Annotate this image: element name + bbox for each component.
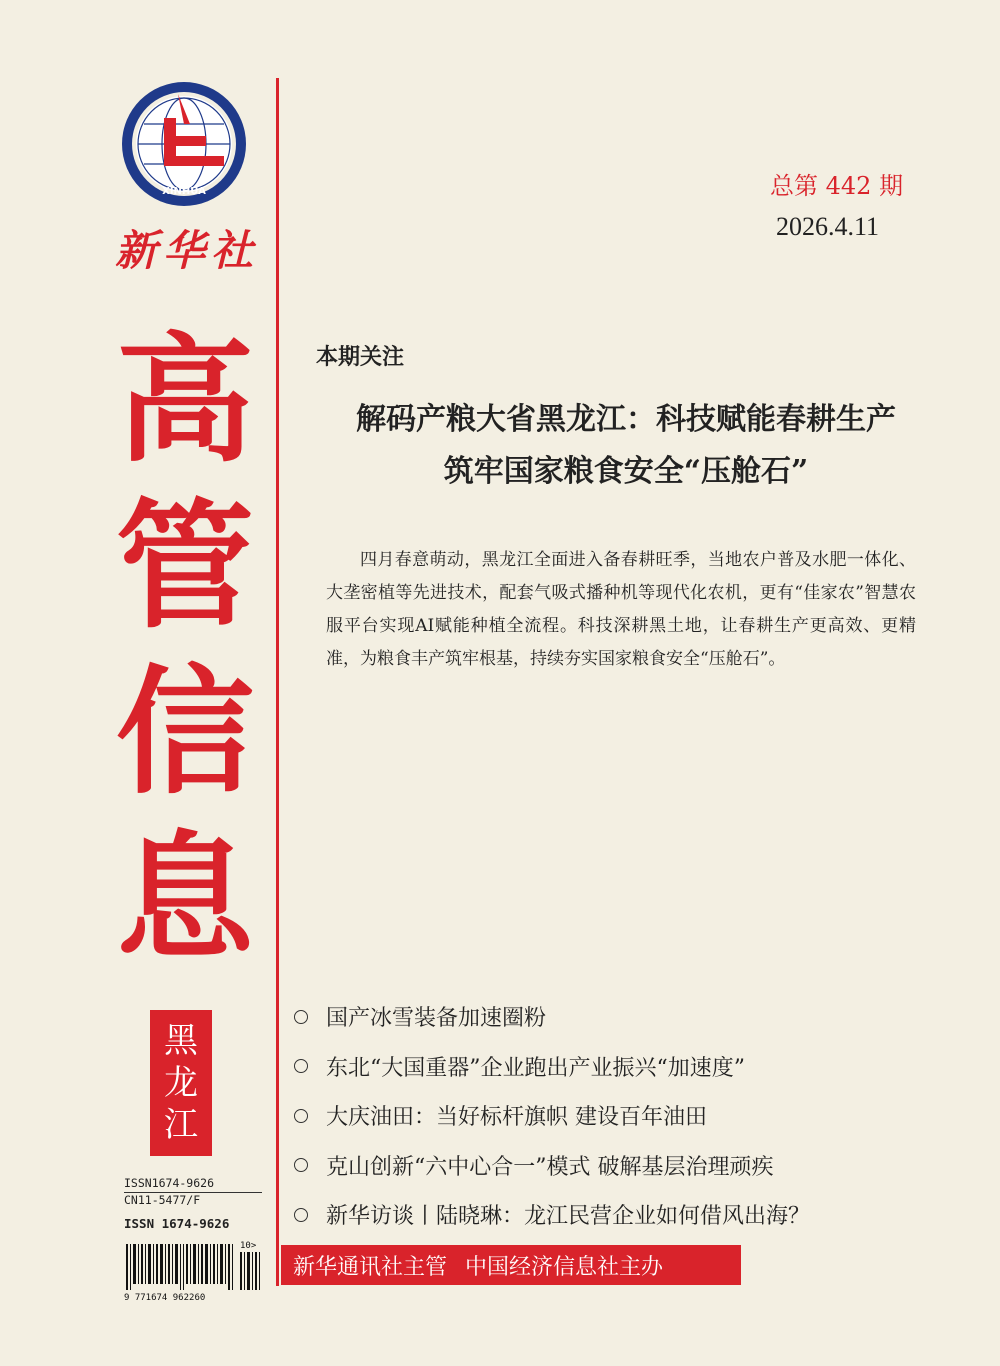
barcode-number: 9 771674 962260 xyxy=(124,1293,206,1302)
contents-item-text: 国产冰雪装备加速圈粉 xyxy=(326,1006,547,1032)
magazine-title xyxy=(110,318,260,982)
circle-bullet-icon xyxy=(294,1010,308,1024)
contents-item-text: 新华访谈丨陆晓琳：龙江民营企业如何借风出海？ xyxy=(326,1204,811,1230)
headline-line: 筑牢国家粮食安全“压舱石” xyxy=(443,454,809,489)
logo-text: XINHUA xyxy=(162,186,206,197)
contents-item-text: 东北“大国重器”企业跑出产业振兴“加速度” xyxy=(326,1055,745,1081)
region-char: 龙 xyxy=(164,1063,198,1103)
headline-line: 解码产粮大省黑龙江：科技赋能春耕生产 xyxy=(356,402,896,437)
supervisor-text: 新华通讯社主管 xyxy=(293,1254,448,1280)
vertical-divider xyxy=(276,78,279,1286)
contents-item-text: 克山创新“六中心合一”模式 破解基层治理顽疾 xyxy=(326,1154,774,1180)
contents-item xyxy=(294,1042,934,1092)
title-char: 息 xyxy=(115,818,254,979)
publisher-bar xyxy=(281,1245,741,1285)
issue-date: 2026.4.11 xyxy=(776,212,880,241)
cn-line: CN11-5477/F xyxy=(124,1193,201,1207)
circle-bullet-icon xyxy=(294,1059,308,1073)
cover-headline xyxy=(296,394,956,498)
issue-number: 总第 442 期 xyxy=(770,172,904,200)
sponsor-text: 中国经济信息社主办 xyxy=(465,1254,664,1280)
region-char: 黑 xyxy=(164,1021,198,1061)
brand-name: 新华社 xyxy=(114,226,259,275)
circle-bullet-icon xyxy=(294,1109,308,1123)
publication-codes xyxy=(124,1176,262,1233)
focus-label: 本期关注 xyxy=(316,344,405,370)
cover-summary: 四月春意萌动，黑龙江全面进入备春耕旺季，当地农户普及水肥一体化、大垄密植等先进技术，配套气吸式播种机等现代化农机，更有“佳家农”智慧农服平台实现AI赋能种植全流程。科技深耕黑土地，让春耕生产更高效、更精准，为粮食丰产筑牢根基，持续夯实国家粮食安全“压舱石”。 xyxy=(326,550,916,669)
contents-list xyxy=(294,992,934,1240)
contents-item-text: 大庆油田：当好标杆旗帜 建设百年油田 xyxy=(326,1105,707,1131)
region-char: 江 xyxy=(164,1105,198,1145)
region-badge xyxy=(150,1010,212,1156)
title-char: 管 xyxy=(115,486,254,647)
title-char: 高 xyxy=(115,320,254,481)
barcode-addon: 10> xyxy=(240,1241,257,1251)
barcode-icon xyxy=(122,1238,266,1302)
contents-item xyxy=(294,992,934,1042)
issn-line: ISSN1674-9626 xyxy=(124,1176,262,1193)
contents-item xyxy=(294,1190,934,1240)
circle-bullet-icon xyxy=(294,1208,308,1222)
contents-item xyxy=(294,1091,934,1141)
contents-item xyxy=(294,1141,934,1191)
xinhua-emblem-icon xyxy=(120,80,248,208)
issn-line-large: ISSN 1674-9626 xyxy=(124,1216,230,1231)
title-char: 信 xyxy=(115,652,254,813)
circle-bullet-icon xyxy=(294,1158,308,1172)
